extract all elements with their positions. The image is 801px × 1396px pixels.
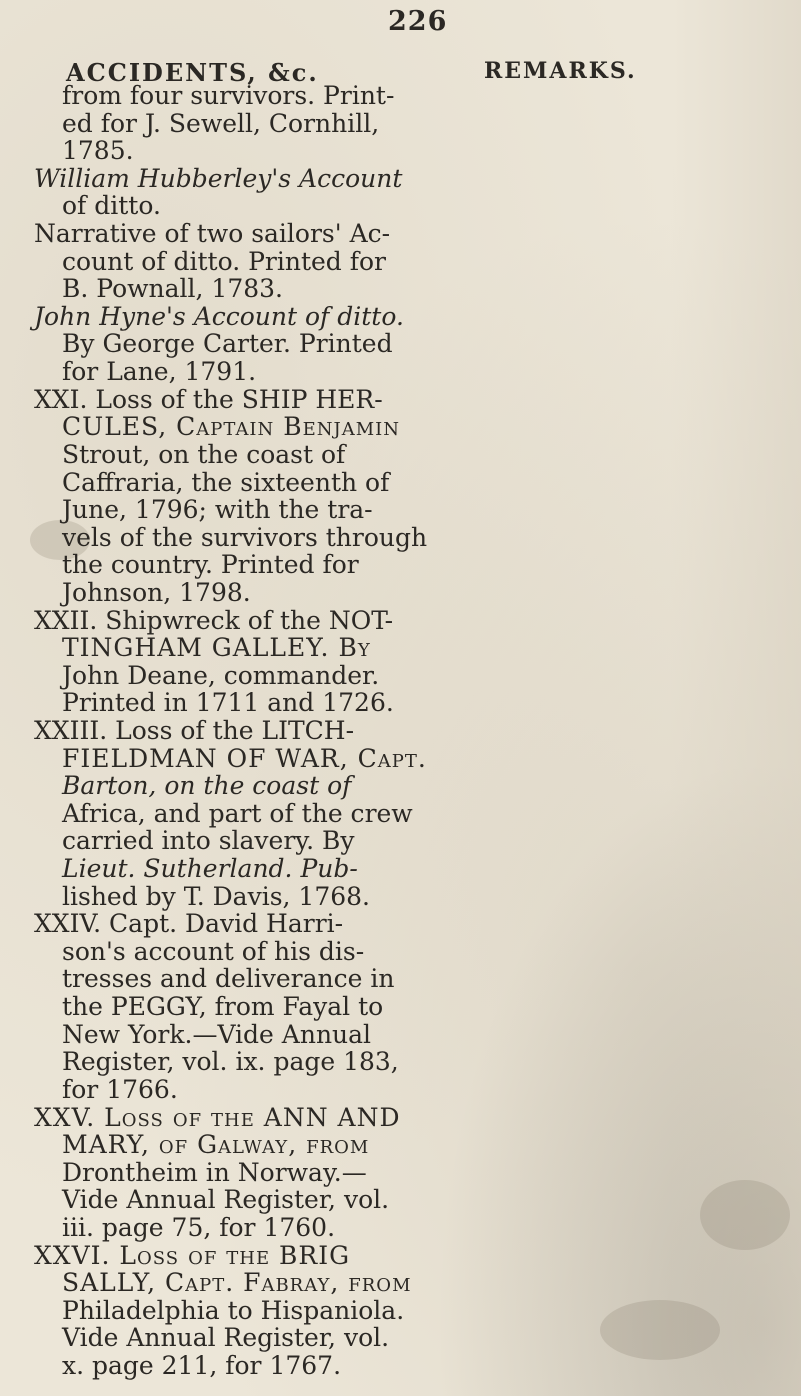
text-line: Printed in 1711 and 1726. [62, 688, 394, 717]
text-line: CULES, Captain Benjamin [62, 412, 401, 441]
text-line: Philadelphia to Hispaniola. [62, 1296, 405, 1325]
remarks-column-head: REMARKS. [484, 58, 637, 84]
text-line: XXIV. Capt. David Harri- [34, 909, 344, 938]
text-line: William Hubberley's Account [34, 164, 403, 193]
text-line: By George Carter. Printed [62, 329, 393, 358]
text-line: ed for J. Sewell, Cornhill, [62, 109, 380, 138]
text-line: Barton, on the coast of [62, 771, 352, 800]
text-line: B. Pownall, 1783. [62, 274, 283, 303]
text-line: the PEGGY, from Fayal to [62, 992, 384, 1021]
text-line: the country. Printed for [62, 550, 359, 579]
text-line: XXII. Shipwreck of the NOT- [34, 606, 394, 635]
text-line: XXV. Loss of the ANN AND [34, 1103, 401, 1132]
text-line: lished by T. Davis, 1768. [62, 882, 370, 911]
text-line: XXI. Loss of the SHIP HER- [34, 385, 383, 414]
text-line: FIELDMAN OF WAR, Capt. [62, 744, 427, 773]
text-line: Drontheim in Norway.— [62, 1158, 367, 1187]
text-line: Register, vol. ix. page 183, [62, 1047, 399, 1076]
text-line: John Hyne's Account of ditto. [34, 302, 404, 331]
text-line: tresses and deliverance in [62, 964, 395, 993]
text-line: vels of the survivors through [62, 523, 428, 552]
text-line: June, 1796; with the tra- [62, 495, 373, 524]
text-line: of ditto. [62, 191, 161, 220]
text-line: carried into slavery. By [62, 826, 355, 855]
text-line: Strout, on the coast of [62, 440, 346, 469]
text-line: Africa, and part of the crew [62, 799, 413, 828]
running-head: ACCIDENTS, &c. [66, 58, 319, 87]
text-line: count of ditto. Printed for [62, 247, 387, 276]
text-line: x. page 211, for 1767. [62, 1351, 342, 1380]
text-line: Caffraria, the sixteenth of [62, 468, 390, 497]
text-line: New York.—Vide Annual [62, 1020, 372, 1049]
text-line: for 1766. [62, 1075, 178, 1104]
text-line: son's account of his dis- [62, 937, 365, 966]
text-line: 1785. [62, 136, 134, 165]
text-line: John Deane, commander. [62, 661, 380, 690]
page-number: 226 [388, 6, 448, 37]
paper-stain [700, 1180, 790, 1250]
text-line: for Lane, 1791. [62, 357, 257, 386]
paper-stain [600, 1300, 720, 1360]
text-line: XXVI. Loss of the BRIG [34, 1241, 351, 1270]
text-line: Narrative of two sailors' Ac- [34, 219, 391, 248]
text-line: Johnson, 1798. [62, 578, 251, 607]
text-line: from four survivors. Print- [62, 81, 395, 110]
text-line: MARY, of Galway, from [62, 1130, 370, 1159]
text-line: XXIII. Loss of the LITCH- [34, 716, 355, 745]
text-line: iii. page 75, for 1760. [62, 1213, 336, 1242]
text-line: Vide Annual Register, vol. [62, 1323, 390, 1352]
text-line: TINGHAM GALLEY. By [62, 633, 371, 662]
text-line: Vide Annual Register, vol. [62, 1185, 390, 1214]
text-line: Lieut. Sutherland. Pub- [62, 854, 358, 883]
text-line: SALLY, Capt. Fabray, from [62, 1268, 412, 1297]
